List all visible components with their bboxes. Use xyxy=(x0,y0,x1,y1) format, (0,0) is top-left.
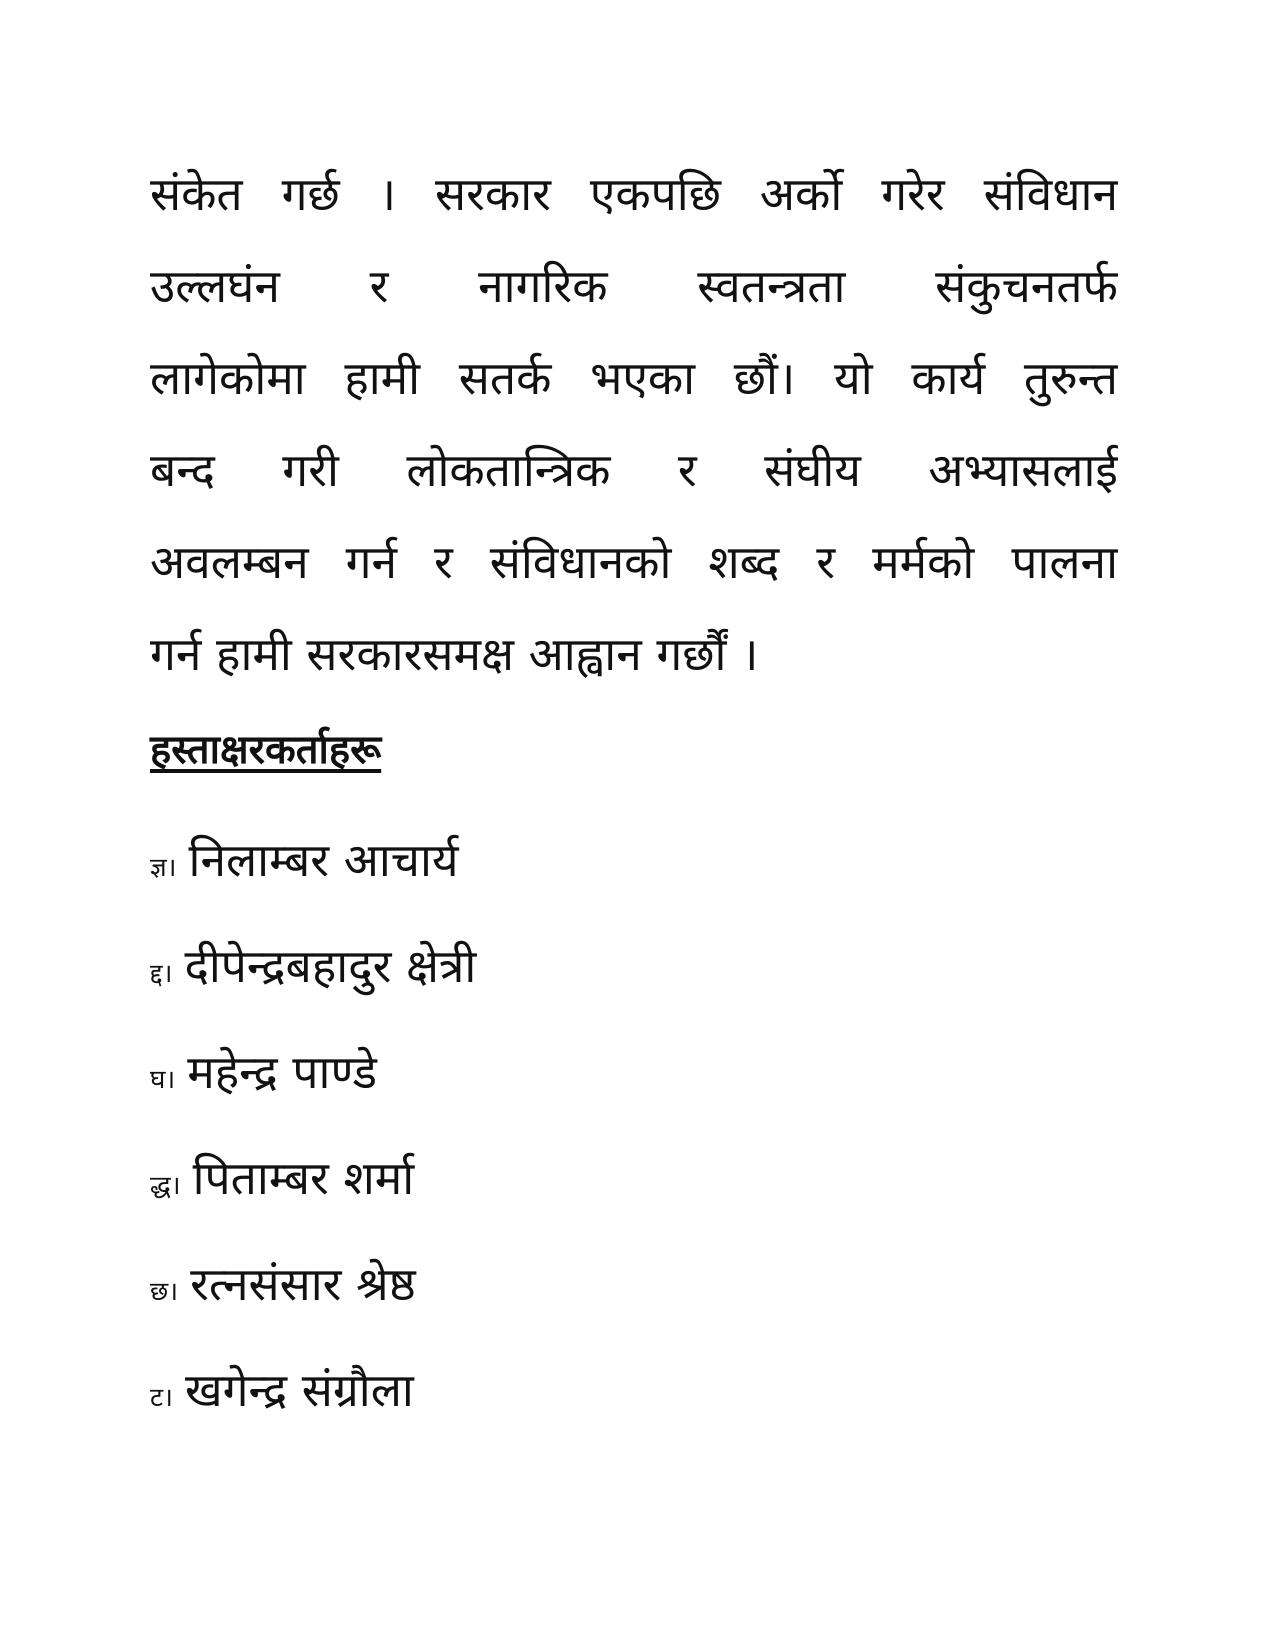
signatory-item xyxy=(150,820,850,926)
signatory-number: ट। xyxy=(150,1383,173,1413)
statement-line: बन्द गरी लोकतान्त्रिक र संघीय अभ्यासलाई xyxy=(150,443,1118,497)
statement-line: अवलम्बन गर्न र संविधानको शब्द र मर्मको पालना xyxy=(150,535,1118,589)
signatory-item xyxy=(150,926,850,1032)
statement-paragraph xyxy=(150,148,1118,700)
signatories-list xyxy=(150,820,850,1456)
statement-line: संकेत गर्छ । सरकार एकपछि अर्को गरेर संविधान xyxy=(150,167,1118,221)
signatory-number: द्द। xyxy=(150,959,173,989)
signatory-name: रत्नसंसार श्रेष्ठ xyxy=(190,1257,416,1311)
signatory-item xyxy=(150,1244,850,1350)
signatory-name: निलाम्बर आचार्य xyxy=(188,833,459,887)
signatory-name: महेन्द्र पाण्डे xyxy=(187,1045,377,1099)
signatory-item xyxy=(150,1138,850,1244)
statement-line: उल्लघंन र नागरिक स्वतन्त्रता संकुचनतर्फ xyxy=(150,259,1118,313)
signatory-item xyxy=(150,1032,850,1138)
statement-line: लागेकोमा हामी सतर्क भएका छौं। यो कार्य तुरुन्त xyxy=(150,351,1118,405)
signatory-name: पिताम्बर शर्मा xyxy=(192,1151,415,1205)
signatory-item xyxy=(150,1350,850,1456)
statement-line: गर्न हामी सरकारसमक्ष आह्वान गर्छौं । xyxy=(150,627,759,681)
signatory-number: छ। xyxy=(150,1277,179,1307)
signatory-name: खगेन्द्र संग्रौला xyxy=(184,1363,414,1417)
signatory-number: ज्ञ। xyxy=(150,853,177,883)
signatory-number: घ। xyxy=(150,1065,176,1095)
signatory-number: द्ध। xyxy=(150,1171,181,1201)
signatories-heading: हस्ताक्षरकर्ताहरू xyxy=(150,727,382,773)
signatory-name: दीपेन्द्रबहादुर क्षेत्री xyxy=(184,939,477,993)
